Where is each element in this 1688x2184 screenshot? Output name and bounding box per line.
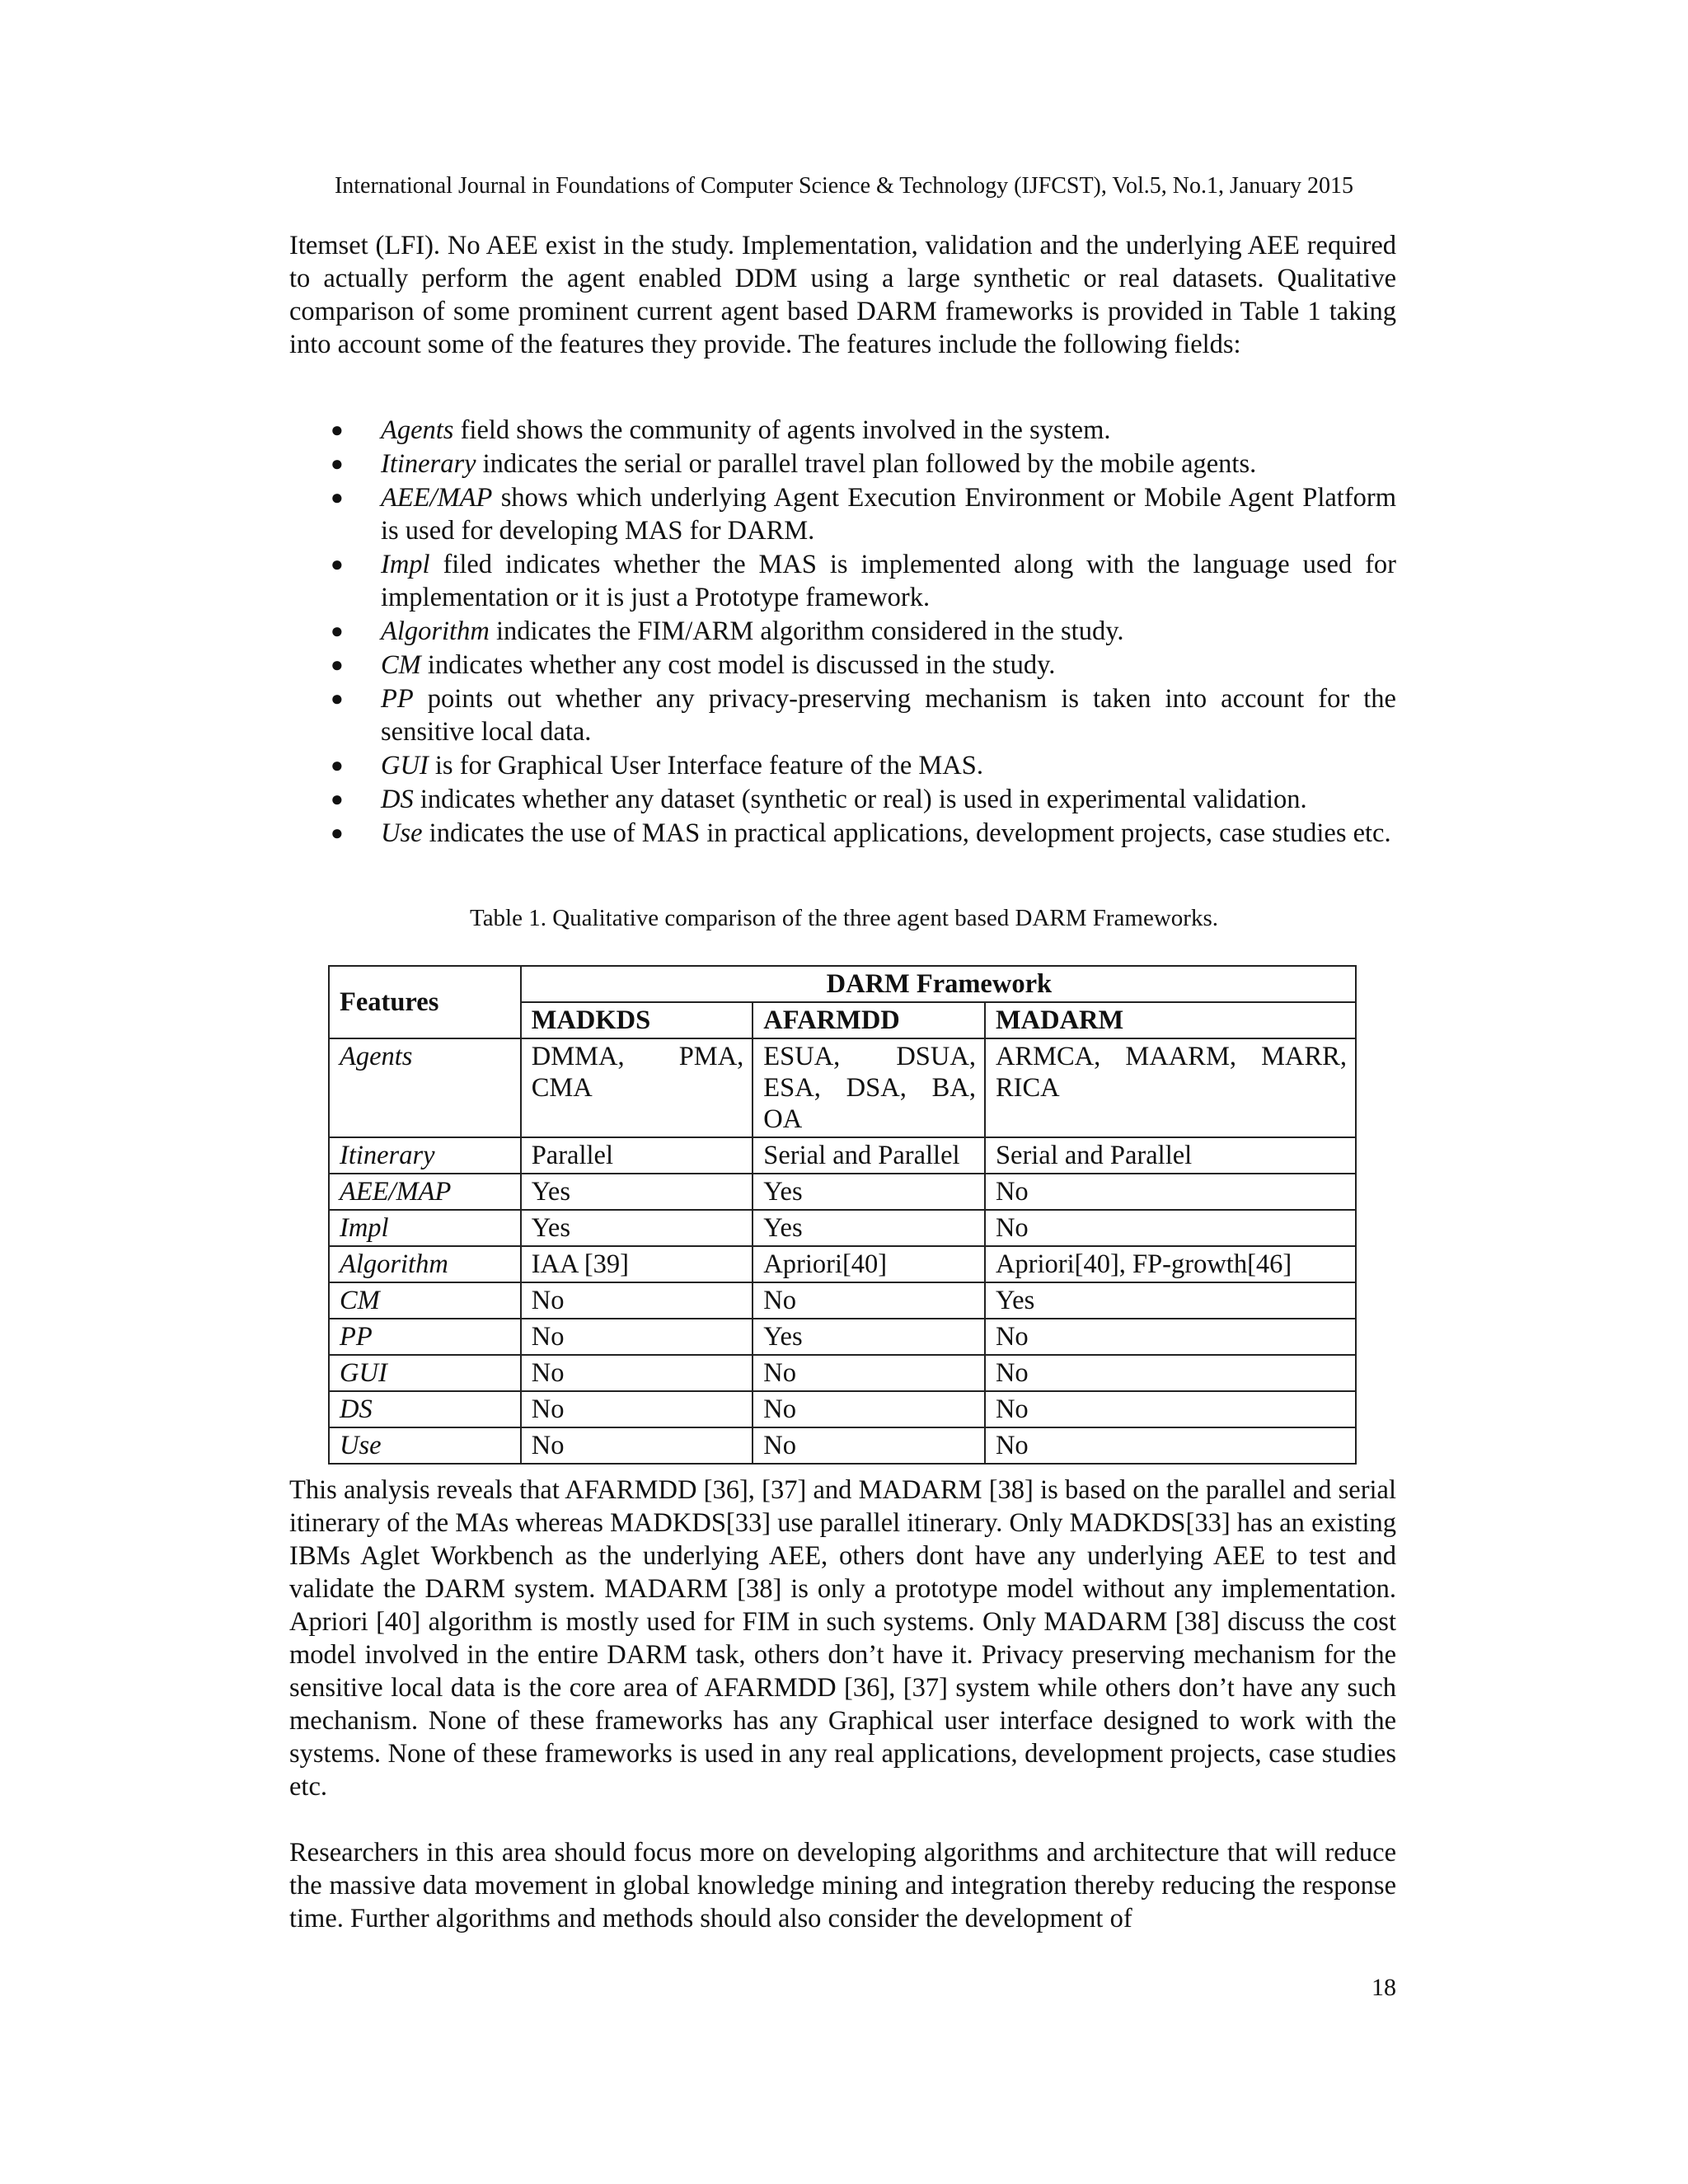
bullet-icon: ● <box>331 787 344 811</box>
bullet-icon: ● <box>331 687 344 710</box>
bullet-term: Algorithm <box>381 616 490 646</box>
value-cell: No <box>985 1427 1356 1464</box>
agents-afarmdd-line: ESUA, DSUA, <box>763 1042 976 1071</box>
bullet-icon: ● <box>331 452 344 476</box>
bullet-icon: ● <box>331 753 344 777</box>
bullet-text <box>381 682 1396 748</box>
feature-cell: CM <box>329 1282 521 1319</box>
value-cell: No <box>985 1319 1356 1355</box>
feature-cell: Agents <box>329 1038 521 1137</box>
column-header-madkds: MADKDS <box>521 1002 753 1038</box>
table-header-row <box>329 966 1356 1002</box>
table-row-agents <box>329 1038 1356 1137</box>
agents-madarm-cell <box>985 1038 1356 1137</box>
bullet-icon: ● <box>331 552 344 576</box>
list-item <box>289 749 1396 782</box>
bullet-term: DS <box>381 785 414 814</box>
feature-cell: Itinerary <box>329 1137 521 1174</box>
bullet-term: Agents <box>381 415 454 445</box>
features-header: Features <box>329 966 521 1038</box>
value-cell: Yes <box>521 1174 753 1210</box>
list-item <box>289 448 1396 480</box>
agents-madkds-line: DMMA, PMA, <box>531 1042 744 1071</box>
bullet-text <box>381 414 1396 447</box>
bullet-description: points out whether any privacy-preserving mechanism is taken into account for the sensitive local data. <box>381 684 1396 747</box>
value-cell: Serial and Parallel <box>753 1137 985 1174</box>
bullet-description: indicates the serial or parallel travel plan followed by the mobile agents. <box>476 449 1257 479</box>
value-cell: No <box>753 1427 985 1464</box>
table-caption: Table 1. Qualitative comparison of the three agent based DARM Frameworks. <box>470 905 1218 931</box>
table-row <box>329 1137 1356 1174</box>
bullet-text <box>381 448 1396 480</box>
list-item <box>289 649 1396 682</box>
bullet-term: Itinerary <box>381 449 476 479</box>
bullet-icon: ● <box>331 619 344 643</box>
agents-afarmdd-line: ESA, DSA, BA, <box>763 1073 976 1103</box>
value-cell: No <box>521 1319 753 1355</box>
value-cell: No <box>985 1174 1356 1210</box>
bullet-term: AEE/MAP <box>381 483 493 513</box>
intro-paragraph: Itemset (LFI). No AEE exist in the study. Implementation, validation and the underlying AEE required to actually perform the agent enabled DDM using a large synthetic or real datasets. Qualitative comparison of some prominent current agent based DARM frameworks is provided in Table 1 taking into account some of the features they provide. The features include the following fields: <box>289 231 1396 359</box>
value-cell: No <box>985 1391 1356 1427</box>
bullet-description: indicates the use of MAS in practical applications, development projects, case studies etc. <box>422 818 1391 848</box>
list-item <box>289 481 1396 547</box>
column-header-afarmdd: AFARMDD <box>753 1002 985 1038</box>
value-cell: No <box>985 1210 1356 1246</box>
value-cell: No <box>521 1355 753 1391</box>
bullet-description: indicates whether any cost model is discussed in the study. <box>420 650 1056 680</box>
table-row <box>329 1246 1356 1282</box>
darm-framework-header: DARM Framework <box>521 966 1356 1002</box>
value-cell: Parallel <box>521 1137 753 1174</box>
table-body <box>329 1137 1356 1464</box>
agents-madkds-line: CMA <box>531 1073 593 1103</box>
value-cell: No <box>521 1282 753 1319</box>
list-item <box>289 682 1396 748</box>
feature-cell: AEE/MAP <box>329 1174 521 1210</box>
bullet-icon: ● <box>331 485 344 509</box>
bullet-icon: ● <box>331 418 344 442</box>
list-item <box>289 783 1396 816</box>
bullet-text <box>381 783 1396 816</box>
value-cell: No <box>753 1391 985 1427</box>
feature-cell: PP <box>329 1319 521 1355</box>
bullet-description: shows which underlying Agent Execution Environment or Mobile Agent Platform is used for developing MAS for DARM. <box>381 483 1396 546</box>
agents-madarm-line: RICA <box>995 1073 1060 1103</box>
bullet-text <box>381 481 1396 547</box>
analysis-paragraph: This analysis reveals that AFARMDD [36], [37] and MADARM [38] is based on the parallel and serial itinerary of the MAs whereas MADKDS[33] use parallel itinerary. Only MADKDS[33] has an existing IBMs Aglet Workbench as the underlying AEE, others dont have any underlying AEE to test and validate the DARM system. MADARM [38] is only a prototype model without any implementation. Apriori [40] algorithm is mostly used for FIM in such systems. Only MADARM [38] discuss the cost model involved in the entire DARM task, others don’t have it. Privacy preserving mechanism for the sensitive local data is the core area of AFARMDD [36], [37] system while others don’t have any such mechanism. None of these frameworks has any Graphical user interface designed to work with the systems. None of these frameworks is used in any real applications, development projects, case studies etc. <box>289 1475 1396 1802</box>
table-row <box>329 1210 1356 1246</box>
value-cell: No <box>753 1282 985 1319</box>
comparison-table <box>328 965 1357 1465</box>
table-row <box>329 1319 1356 1355</box>
research-paragraph: Researchers in this area should focus more on developing algorithms and architecture that will reduce the massive data movement in global knowledge mining and integration thereby reducing the response time. Further algorithms and methods should also consider the development of <box>289 1838 1396 1933</box>
bullet-text <box>381 749 1396 782</box>
table-row <box>329 1174 1356 1210</box>
agents-afarmdd-line: OA <box>763 1104 803 1134</box>
value-cell: Serial and Parallel <box>985 1137 1356 1174</box>
feature-cell: Algorithm <box>329 1246 521 1282</box>
bullet-description: indicates the FIM/ARM algorithm considered in the study. <box>489 616 1124 646</box>
feature-cell: GUI <box>329 1355 521 1391</box>
feature-list <box>289 414 1396 851</box>
feature-cell: DS <box>329 1391 521 1427</box>
value-cell: No <box>521 1391 753 1427</box>
bullet-term: GUI <box>381 751 429 780</box>
feature-cell: Impl <box>329 1210 521 1246</box>
value-cell: Yes <box>521 1210 753 1246</box>
bullet-text <box>381 817 1396 850</box>
value-cell: Apriori[40] <box>753 1246 985 1282</box>
value-cell: IAA [39] <box>521 1246 753 1282</box>
bullet-text <box>381 649 1396 682</box>
bullet-term: Use <box>381 818 423 848</box>
column-header-madarm: MADARM <box>985 1002 1356 1038</box>
value-cell: No <box>985 1355 1356 1391</box>
value-cell: No <box>753 1355 985 1391</box>
list-item <box>289 414 1396 447</box>
agents-afarmdd-cell <box>753 1038 985 1137</box>
value-cell: Yes <box>753 1319 985 1355</box>
page-number: 18 <box>1372 1974 1396 2001</box>
table-row <box>329 1355 1356 1391</box>
value-cell: Apriori[40], FP-growth[46] <box>985 1246 1356 1282</box>
table-row <box>329 1282 1356 1319</box>
agents-madkds-cell <box>521 1038 753 1137</box>
bullet-description: filed indicates whether the MAS is implemented along with the language used for implementation or it is just a Prototype framework. <box>381 550 1396 612</box>
bullet-description: is for Graphical User Interface feature of the MAS. <box>428 751 983 780</box>
list-item <box>289 548 1396 614</box>
bullet-icon: ● <box>331 653 344 677</box>
bullet-icon: ● <box>331 821 344 845</box>
table-row <box>329 1391 1356 1427</box>
bullet-description: field shows the community of agents involved in the system. <box>453 415 1111 445</box>
running-header: International Journal in Foundations of Computer Science & Technology (IJFCST), Vol.5, No.1, January 2015 <box>334 173 1354 199</box>
value-cell: No <box>521 1427 753 1464</box>
value-cell: Yes <box>753 1174 985 1210</box>
feature-cell: Use <box>329 1427 521 1464</box>
table-row <box>329 1427 1356 1464</box>
value-cell: Yes <box>985 1282 1356 1319</box>
list-item <box>289 817 1396 850</box>
agents-madarm-line: ARMCA, MAARM, MARR, <box>995 1042 1347 1071</box>
bullet-term: Impl <box>381 550 430 579</box>
value-cell: Yes <box>753 1210 985 1246</box>
bullet-text <box>381 615 1396 648</box>
bullet-description: indicates whether any dataset (synthetic or real) is used in experimental validation. <box>413 785 1307 814</box>
bullet-term: PP <box>381 684 414 714</box>
list-item <box>289 615 1396 648</box>
bullet-text <box>381 548 1396 614</box>
bullet-term: CM <box>381 650 421 680</box>
